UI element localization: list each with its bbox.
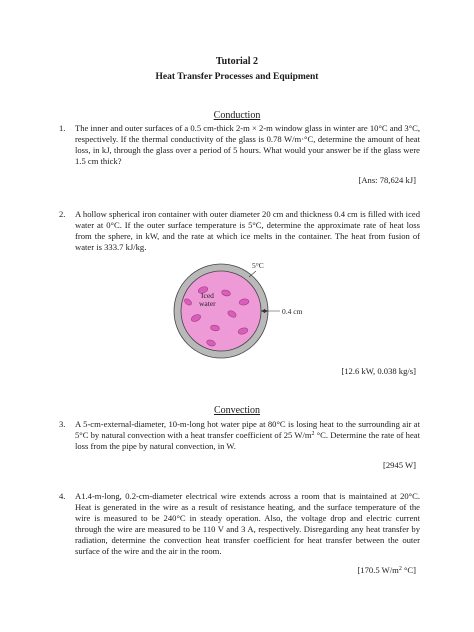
question-4-answer [357, 565, 416, 575]
question-2-text: A hollow spherical iron container with outer diameter 20 cm and thickness 0.4 cm is filled with iced water at 0°C. If the outer surface temperature is 5°C, determine the approximate rate of heat loss from the sphere, in kW, and the rate at which ice melts in the container. The heat from fusion of water is 333.7 kJ/kg. [75, 209, 420, 252]
iced-water-label-1: Iced [201, 291, 214, 300]
question-1-text: The inner and outer surfaces of a 0.5 cm-thick 2-m × 2-m window glass in winter are 10°C and 3°C, respectively. If the thermal conductivity of the glass is 0.78 W/m·°C, determine the amount of heat loss, in kJ, through the glass over a period of 5 hours. What would your answer be if the glass were 1.5 cm thick? [75, 123, 420, 166]
section-heading-convection: Convection [213, 405, 261, 416]
question-number: 3. [59, 419, 66, 429]
superscript: 2 [311, 431, 315, 437]
question-3-answer: [2945 W] [382, 460, 416, 470]
iced-water [181, 271, 261, 351]
document-title: Tutorial 2 [215, 56, 259, 67]
document-subtitle: Heat Transfer Processes and Equipment [155, 72, 319, 82]
question-1-answer: [Ans: 78,624 kJ] [358, 175, 416, 185]
iced-water-label-2: water [199, 299, 216, 308]
superscript: 2 [398, 566, 402, 572]
question-3-text-part: °C. Determine the rate of heat loss from the pipe by natural convection, in W. [75, 430, 420, 451]
temperature-label: 5°C [252, 261, 264, 270]
question-3-text [75, 419, 420, 452]
thickness-label: 0.4 cm [282, 307, 303, 316]
question-number: 4. [59, 491, 66, 501]
question-number: 2. [59, 209, 66, 219]
section-heading-conduction: Conduction [213, 110, 261, 121]
question-3-text-part: A 5-cm-external-diameter, 10-m-long hot water pipe at 80°C is losing heat to the surrounding air at 5°C by natural convection with a heat transfer coefficient of 25 W/m [75, 419, 420, 440]
question-4-text: A1.4-m-long, 0.2-cm-diameter electrical wire extends across a room that is maintained at 20°C. Heat is generated in the wire as a result of resistance heating, and the surface temperature of the wire is measured to be 240°C in steady operation. Also, the voltage drop and electric current through the wire are measured to be 110 V and 3 A, respectively. Disregarding any heat transfer by radiation, determine the convection heat transfer coefficient for heat transfer between the outer surface of the wire and the air in the room. [75, 491, 420, 556]
answer-part: °C] [401, 565, 416, 575]
question-2-answer: [12.6 kW, 0.038 kg/s] [341, 366, 416, 376]
answer-part: [170.5 W/m [357, 565, 399, 575]
question-number: 1. [59, 123, 66, 133]
